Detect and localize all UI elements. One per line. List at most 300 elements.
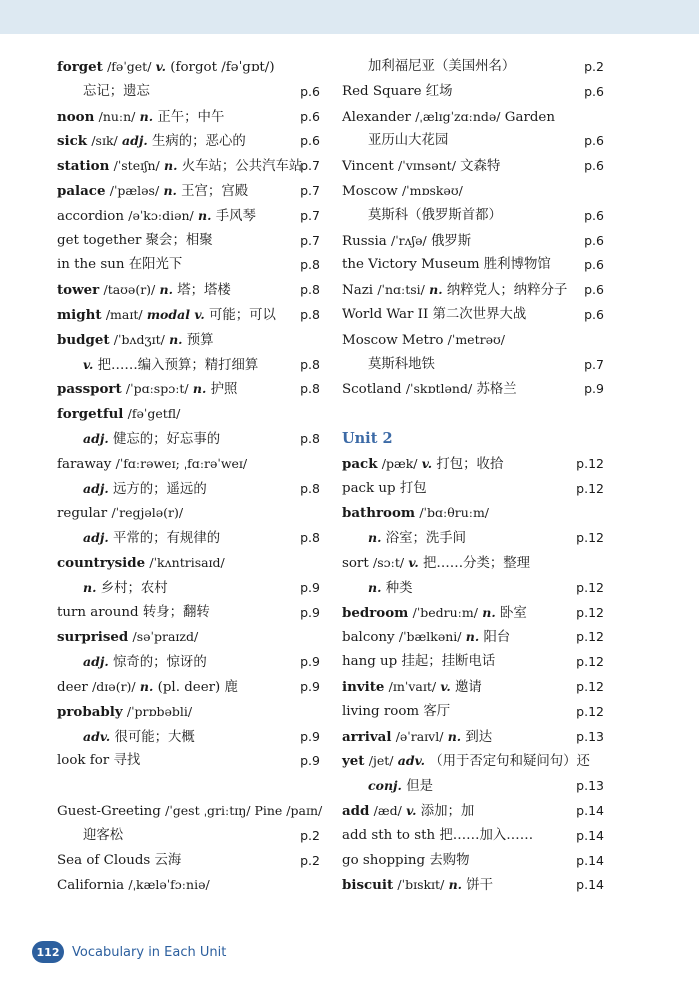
pronunciation: /əˈkɔːdiən/ [128, 207, 194, 223]
page-ref: p.13 [576, 778, 604, 794]
entry-text [57, 377, 237, 403]
headword: go shopping [342, 852, 426, 868]
page-ref: p.12 [576, 530, 604, 546]
headword: in the sun [57, 257, 125, 273]
vocab-entry [57, 55, 320, 80]
definition: 把……加入…… [439, 827, 534, 843]
vocab-entry [57, 179, 320, 204]
entry-text [342, 873, 493, 899]
pronunciation: /ˈprɒbəbli/ [126, 703, 193, 719]
part-of-speech: v. [406, 802, 417, 818]
definition: 迎客松 [83, 827, 124, 843]
entry-text [342, 749, 590, 775]
entry-text [57, 129, 246, 155]
entry-text [342, 849, 470, 874]
entry-text [57, 501, 183, 527]
part-of-speech: adj. [83, 480, 109, 496]
headword: pack up [342, 480, 396, 496]
definition: 亚历山大花园 [368, 133, 449, 149]
pronunciation: /ˈbɑːθruːm/ [419, 505, 490, 521]
headword: passport [57, 381, 122, 398]
vocab-entry [57, 700, 320, 725]
vocab-entry [57, 576, 320, 601]
vocab-entry [342, 824, 604, 849]
entry-text [57, 725, 195, 751]
page-ref: p.7 [584, 356, 604, 372]
entry-text [57, 303, 276, 329]
page-ref: p.14 [576, 802, 604, 818]
entry-text [57, 154, 302, 180]
entry-text [342, 278, 567, 304]
vocab-entry [342, 749, 604, 774]
pronunciation: /ˈpɑːspɔːt/ [125, 381, 189, 397]
vocab-entry [342, 526, 604, 551]
page-number-badge: 112 [32, 941, 64, 963]
vocab-entry [342, 80, 604, 105]
entry-text [342, 675, 482, 701]
entry-text [342, 601, 527, 627]
pronunciation: /ˈbælkəni/ [398, 629, 462, 645]
headword: hang up [342, 654, 398, 670]
entry-text [57, 675, 238, 701]
vocab-entry [342, 303, 604, 328]
definition: 胜利博物馆 [483, 257, 551, 273]
definition: 阳台 [483, 630, 511, 646]
part-of-speech: n. [139, 108, 154, 124]
vocab-entry [57, 377, 320, 402]
definition: 王宫；宫殿 [181, 183, 249, 199]
headword: forget [57, 59, 103, 75]
entry-text [342, 179, 463, 205]
headword: California [57, 878, 125, 894]
headword: Guest-Greeting [57, 803, 161, 819]
pronunciation: /ˈgest ˌgriːtɪŋ/ Pine /paɪn/ [165, 802, 323, 818]
vocab-entry [57, 601, 320, 626]
pronunciation: /ˈkʌntrisaɪd/ [149, 554, 225, 570]
pronunciation: /dɪə(r)/ [92, 678, 136, 694]
part-of-speech: adv. [83, 728, 111, 744]
entry-text [57, 576, 168, 602]
entry-text [57, 204, 256, 230]
entry-text [342, 824, 533, 849]
entry-text [57, 526, 220, 552]
spacer [57, 774, 320, 799]
pronunciation: /æd/ [373, 802, 402, 818]
definition: Garden [504, 109, 555, 125]
part-of-speech: n. [169, 331, 183, 347]
entry-text [57, 799, 322, 825]
entry-text [57, 55, 275, 81]
definition: 可能；可以 [208, 307, 276, 323]
definition: 生病的；恶心的 [152, 134, 246, 150]
pronunciation: /ɪnˈvaɪt/ [388, 678, 437, 694]
entry-text [342, 452, 503, 478]
vocab-entry [57, 477, 320, 502]
page-ref: p.6 [584, 83, 604, 99]
footer-title: Vocabulary in Each Unit [72, 944, 227, 960]
headword: get together [57, 232, 142, 248]
entry-text [57, 551, 225, 577]
vocab-entry [342, 204, 604, 229]
definition: 客厅 [423, 703, 451, 719]
vocab-entry [57, 625, 320, 650]
entry-text [342, 204, 502, 229]
entry-text [342, 501, 489, 527]
vocab-entry [342, 551, 604, 576]
part-of-speech: n. [164, 158, 178, 174]
definition: 加利福尼亚（美国州名） [368, 59, 516, 74]
top-header-band [0, 0, 699, 34]
vocab-entry [342, 105, 604, 130]
vocab-column-right [342, 55, 604, 898]
page-ref: p.6 [584, 232, 604, 248]
pronunciation: /fəˈgetfl/ [127, 406, 181, 422]
headword: Vincent [342, 159, 394, 175]
entry-text [342, 353, 435, 378]
headword: Moscow Metro [342, 332, 444, 348]
pronunciation: /ˈnɑːtsi/ [377, 282, 425, 298]
pronunciation: /səˈpraɪzd/ [132, 629, 199, 645]
headword: probably [57, 703, 123, 720]
headword: budget [57, 331, 110, 348]
part-of-speech: v. [155, 59, 167, 74]
entry-text [342, 229, 471, 255]
entry-text [57, 700, 192, 726]
headword: World War II [342, 306, 429, 322]
entry-text [57, 849, 181, 874]
vocab-entry [57, 873, 320, 898]
entry-text [57, 328, 214, 354]
pronunciation: /ˈskɒtlənd/ [405, 381, 473, 397]
part-of-speech: n. [447, 728, 462, 744]
vocab-entry [342, 328, 604, 353]
headword: bedroom [342, 604, 409, 621]
pronunciation: /nuːn/ [98, 108, 136, 124]
definition: 第二次世界大战 [432, 306, 527, 322]
page-ref: p.8 [300, 430, 320, 446]
part-of-speech: n. [368, 579, 382, 595]
definition: 乡村；农村 [100, 580, 168, 596]
part-of-speech: n. [159, 282, 173, 298]
headword: regular [57, 506, 108, 522]
entry-text [57, 650, 207, 676]
vocab-entry [342, 278, 604, 303]
definition: 健忘的；好忘事的 [112, 431, 221, 447]
entry-text [57, 253, 182, 278]
vocab-entry [342, 774, 604, 799]
part-of-speech: adj. [83, 654, 109, 670]
entry-text [342, 80, 453, 105]
vocab-entry [57, 204, 320, 229]
page-ref: p.12 [576, 703, 604, 719]
pronunciation: /sɪk/ [91, 133, 118, 149]
page-ref: p.6 [584, 257, 604, 273]
page-ref: p.9 [300, 604, 320, 620]
pronunciation: /fəˈget/ [107, 59, 152, 74]
page-ref: p.8 [300, 480, 320, 496]
page-ref: p.8 [300, 306, 320, 322]
definition: 塔；塔楼 [177, 283, 231, 299]
pronunciation: /ˌælɪgˈzɑːndə/ [415, 108, 501, 124]
pronunciation: /pæk/ [381, 455, 418, 471]
definition: 打包；收拾 [436, 456, 504, 472]
headword: Nazi [342, 283, 374, 299]
headword: Scotland [342, 382, 402, 398]
definition: 把……分类；整理 [422, 555, 531, 571]
part-of-speech: adj. [83, 530, 109, 546]
page-ref: p.2 [300, 827, 320, 843]
page-ref: p.6 [584, 158, 604, 174]
page-ref: p.9 [300, 579, 320, 595]
headword: deer [57, 679, 88, 695]
definition: 护照 [210, 382, 238, 398]
pronunciation: /ˈrʌʃə/ [390, 232, 427, 248]
definition: 莫斯科地铁 [368, 356, 435, 372]
headword: bathroom [342, 505, 416, 522]
vocab-entry [342, 576, 604, 601]
page-ref: p.6 [300, 83, 320, 99]
spacer [342, 402, 604, 427]
headword: accordion [57, 208, 124, 224]
entry-text [57, 179, 248, 205]
entry-text [342, 477, 427, 502]
headword: noon [57, 108, 95, 125]
page-ref: p.8 [300, 257, 320, 273]
page-ref: p.2 [584, 59, 604, 74]
unit-heading: Unit 2 [342, 429, 393, 447]
headword: living room [342, 703, 420, 719]
vocab-entry [57, 650, 320, 675]
entry-text [57, 105, 224, 131]
vocab-entry [57, 501, 320, 526]
headword: station [57, 158, 110, 175]
vocab-entry [57, 154, 320, 179]
part-of-speech: n. [482, 604, 496, 620]
part-of-speech: adj. [83, 430, 109, 446]
page-ref: p.12 [576, 604, 604, 620]
page-ref: p.8 [300, 381, 320, 397]
definition: 聚会；相聚 [145, 232, 213, 248]
definition: 红场 [425, 83, 453, 99]
entry-text [342, 377, 517, 403]
vocab-entry [342, 353, 604, 378]
vocab-entry [342, 377, 604, 402]
page-ref: p.9 [300, 728, 320, 744]
vocab-entry [342, 849, 604, 874]
entry-text [57, 229, 213, 254]
part-of-speech: modal v. [146, 306, 205, 322]
headword: tower [57, 282, 100, 299]
vocab-entry [342, 625, 604, 650]
page-ref: p.9 [300, 654, 320, 670]
part-of-speech: v. [440, 678, 451, 694]
entry-text [342, 55, 515, 80]
page-ref: p.12 [576, 654, 604, 670]
pronunciation: /ˈmetrəʊ/ [447, 331, 505, 347]
definition: 转身；翻转 [142, 604, 210, 620]
vocab-entry [342, 650, 604, 675]
headword: balcony [342, 630, 395, 646]
vocab-entry [57, 551, 320, 576]
vocab-column-left [57, 55, 323, 898]
entry-text [342, 105, 555, 131]
part-of-speech: n. [368, 530, 382, 546]
headword: forgetful [57, 406, 124, 423]
vocab-entry [57, 303, 320, 328]
page-ref: p.9 [300, 753, 320, 769]
headword: Red Square [342, 83, 422, 99]
definition: 但是 [406, 779, 433, 795]
headword: palace [57, 182, 106, 199]
entry-text [57, 278, 231, 304]
definition: 打包 [399, 480, 427, 496]
headword: turn around [57, 604, 139, 620]
headword: the Victory Museum [342, 257, 480, 273]
pronunciation: /ˈbedruːm/ [412, 604, 478, 620]
vocab-entry [57, 427, 320, 452]
headword: Moscow [342, 183, 398, 199]
page-ref: p.8 [300, 356, 320, 372]
pronunciation: /sɔːt/ [372, 554, 405, 570]
definition: 火车站；公共汽车站 [181, 159, 303, 175]
page-ref: p.14 [576, 877, 604, 893]
entry-text [342, 650, 495, 675]
headword: yet [342, 753, 365, 770]
vocab-entry [342, 55, 604, 80]
pronunciation: /ˈmɒskəʊ/ [401, 182, 463, 198]
headword: surprised [57, 629, 129, 646]
definition: 文森特 [460, 159, 501, 175]
headword: biscuit [342, 877, 394, 894]
pronunciation: /ˈbɪskɪt/ [397, 877, 445, 893]
entry-text [57, 402, 180, 428]
vocab-entry [57, 229, 320, 254]
definition: 去购物 [429, 852, 470, 868]
pronunciation: /ˈsteɪʃn/ [113, 158, 160, 174]
definition: 邀请 [455, 679, 482, 695]
part-of-speech: v. [421, 455, 433, 471]
pronunciation: /ˈpæləs/ [109, 182, 160, 198]
entry-text [57, 625, 198, 651]
vocab-entry [342, 675, 604, 700]
definition: 寻找 [113, 753, 141, 769]
vocab-entry [57, 452, 320, 477]
entry-text [342, 129, 448, 154]
vocab-entry [342, 452, 604, 477]
page-ref: p.8 [300, 282, 320, 298]
entry-text [342, 551, 530, 577]
definition: 平常的；有规律的 [112, 531, 221, 547]
definition: 正午；中午 [157, 109, 225, 125]
headword: Russia [342, 233, 387, 249]
page-ref: p.6 [584, 306, 604, 322]
entry-text [342, 700, 450, 725]
vocab-entry [342, 501, 604, 526]
part-of-speech: n. [139, 678, 154, 694]
headword: add [342, 802, 370, 819]
part-of-speech: adv. [397, 753, 425, 769]
page-ref: p.6 [584, 133, 604, 149]
definition: 很可能；大概 [114, 729, 195, 745]
page-ref: p.2 [300, 852, 320, 868]
page-ref: p.12 [576, 579, 604, 595]
definition: (forgot /fəˈgɒt/) [170, 60, 275, 75]
vocab-entry [57, 725, 320, 750]
pronunciation: /ˌkæləˈfɔːniə/ [128, 877, 210, 893]
entry-text [342, 774, 433, 800]
page-ref: p.12 [576, 629, 604, 645]
entry-text [342, 799, 474, 825]
entry-text [57, 477, 207, 503]
pronunciation: /jet/ [368, 753, 394, 769]
vocab-entry [342, 799, 604, 824]
part-of-speech: n. [429, 282, 443, 298]
definition: 惊奇的；惊讶的 [112, 655, 207, 671]
vocab-entry [57, 749, 320, 774]
definition: 俄罗斯 [430, 233, 472, 249]
definition: 添加；加 [420, 803, 475, 819]
vocab-entry [342, 700, 604, 725]
headword: pack [342, 455, 378, 472]
vocab-entry [57, 253, 320, 278]
headword: invite [342, 678, 385, 695]
page-ref: p.8 [300, 530, 320, 546]
definition: 忘记；遗忘 [83, 83, 150, 99]
part-of-speech: adj. [122, 133, 148, 149]
page-ref: p.7 [300, 232, 320, 248]
vocab-entry [342, 129, 604, 154]
vocab-entry [57, 526, 320, 551]
vocab-entry [342, 253, 604, 278]
page-ref: p.6 [300, 133, 320, 149]
entry-text [57, 873, 210, 899]
definition: 到达 [465, 729, 493, 745]
headword: countryside [57, 554, 146, 571]
vocab-entry [342, 229, 604, 254]
page-ref: p.14 [576, 852, 604, 868]
vocab-entry [342, 477, 604, 502]
pronunciation: /ˈvɪnsənt/ [398, 158, 456, 174]
vocab-entry [342, 179, 604, 204]
vocab-entry [342, 873, 604, 898]
vocab-entry [57, 129, 320, 154]
definition: 莫斯科（俄罗斯首都） [368, 207, 502, 223]
part-of-speech: n. [198, 207, 212, 223]
page-ref: p.6 [300, 108, 320, 124]
vocab-entry [57, 799, 323, 824]
vocab-entry [57, 353, 320, 378]
vocab-entry [342, 601, 604, 626]
vocab-entry [57, 824, 320, 849]
entry-text [342, 526, 466, 552]
vocab-entry [57, 849, 320, 874]
pronunciation: /taʊə(r)/ [103, 282, 156, 298]
page-ref: p.14 [576, 827, 604, 843]
page-ref: p.6 [584, 282, 604, 298]
part-of-speech: n. [465, 629, 480, 645]
definition: 卧室 [499, 605, 527, 621]
vocab-entry [57, 402, 320, 427]
part-of-speech: n. [83, 579, 97, 595]
entry-text [57, 601, 210, 626]
entry-text [342, 303, 526, 328]
headword: might [57, 306, 102, 323]
definition: 手风琴 [215, 208, 256, 224]
vocab-entry [57, 278, 320, 303]
headword: Alexander [342, 109, 411, 125]
entry-text [342, 625, 510, 651]
page-ref: p.12 [576, 678, 604, 694]
